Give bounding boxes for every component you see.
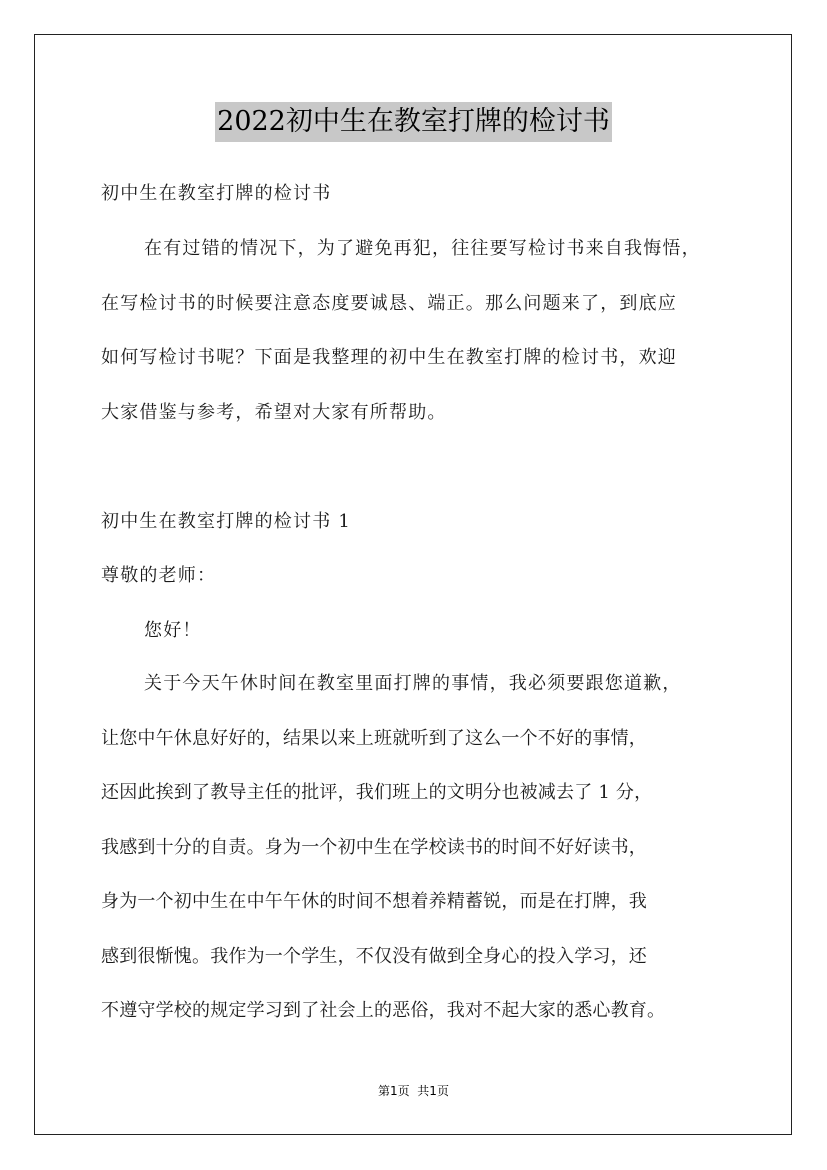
paragraph-line: 关于今天午休时间在教室里面打牌的事情，我必须要跟您道歉，	[144, 673, 682, 694]
paragraph-line: 在写检讨书的时候要注意态度要诚恳、端正。那么问题来了，到底应	[101, 293, 677, 314]
paragraph-line: 如何写检讨书呢？下面是我整理的初中生在教室打牌的检讨书，欢迎	[101, 347, 677, 368]
document-title: 2022初中生在教室打牌的检讨书	[215, 102, 612, 142]
paragraph-line: 让您中午休息好好的，结果以来上班就听到了这么一个不好的事情，	[101, 728, 647, 749]
paragraph-line: 我感到十分的自责。身为一个初中生在学校读书的时间不好好读书，	[101, 837, 647, 858]
section-heading: 初中生在教室打牌的检讨书 1	[101, 511, 351, 532]
title-container	[0, 102, 827, 142]
paragraph-line: 还因此挨到了教导主任的批评，我们班上的文明分也被减去了 1 分，	[101, 782, 653, 803]
paragraph-line: 大家借鉴与参考，希望对大家有所帮助。	[101, 402, 447, 423]
paragraph-line: 不遵守学校的规定学习到了社会上的恶俗，我对不起大家的悉心教育。	[101, 1000, 666, 1021]
greeting: 您好！	[144, 620, 202, 641]
paragraph-line: 感到很惭愧。我作为一个学生，不仅没有做到全身心的投入学习，还	[101, 946, 647, 967]
page-number-footer: 第1页 共1页	[378, 1084, 449, 1098]
salutation: 尊敬的老师：	[101, 565, 217, 586]
paragraph-line: 在有过错的情况下，为了避免再犯，往往要写检讨书来自我悔悟，	[144, 238, 701, 259]
section-heading: 初中生在教室打牌的检讨书	[101, 183, 332, 204]
paragraph-line: 身为一个初中生在中午午休的时间不想着养精蓄锐，而是在打牌，我	[101, 891, 647, 912]
